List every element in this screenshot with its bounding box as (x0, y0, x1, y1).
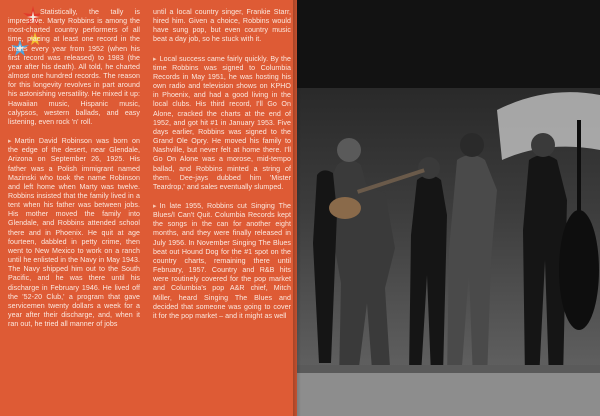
stage-floor (297, 372, 600, 416)
band-stage-photo (297, 0, 600, 416)
body-paragraph: ▸ Martin David Robinson was born on the edge of the desert, near Glendale, Arizona on September 26, 1925. His father was a Polish immigrant named Mazinski who took the name Robinson and left home when Marty was twelve. Robbins insisted that the family lived in a tent when his father was between jobs. His mother moved the family into Glendale, and Robbins attended school there and in Phoenix. He quit at age fourteen, dabbled in petty crime, then went to New Mexico to work on a ranch until he enlisted in the Navy in May 1943. The Navy shipped him out to the South Pacific, and he was there until his discharge in February 1946. He lived off the '52-20 Club,' a program that gave servicemen twenty dollars a week for a year after their discharge, and, when it ran out, he tried all manner of jobs (8, 137, 140, 329)
right-page-photo (297, 0, 600, 416)
left-page (0, 0, 297, 416)
body-paragraph: until a local country singer, Frankie Starr, hired him. Given a choice, Robbins would have sung pop, but even country music beat a day job, so he stuck with it. (153, 8, 291, 44)
body-paragraph: ▸ In late 1955, Robbins cut Singing The Blues/I Can't Quit. Columbia Records kept the songs in the can for another eight months, and they were finally released in July 1956. In November Singing The Blues beat out Hound Dog for the #1 spot on the country charts, remaining there until February, 1957. Country and R&B hits were routinely covered for the pop market and Columbia's pop A&R chief, Mitch Miller, heard Singing The Blues and decided that someone was going to cover it for the pop market – and it might as well (153, 201, 291, 320)
gutter-shadow (293, 0, 301, 416)
text-column-1 (8, 8, 140, 339)
triangle-bullet-icon: ▸ (153, 201, 157, 210)
body-paragraph: Statistically, the tally is impressive. Marty Robbins is among the most-charted country performers of all time, placing at least one record in the charts every year from 1952 (when his first record was released) to 1983 (the year after his death). All told, he charted almost one hundred records. The reason for this longevity revolves in part around his astonishing versatility. He mixed it up: Hawaiian music, Hispanic music, calypsos, western ballads, and easy listening, even rock 'n' roll. (8, 8, 140, 126)
body-paragraph: ▸ Local success came fairly quickly. By the time Robbins was signed to Columbia Records in May 1951, he was hosting his own radio and television shows on KPHO in Phoenix, and had a good living in the local clubs. His third record, I'll Go On Alone, cracked the charts at the end of 1952, and got hit #1 in January 1953. Five days earlier, Robbins was signed to the Grand Ole Opry. He moved his family to Nashville, but never felt at home there. I'll Go On Alone was a morose, mid-tempo ballad, and Robbins minted a string of them. Dee-jays dubbed him 'Mister Teardrop,' and sales eventually slumped. (153, 54, 291, 191)
text-column-2 (153, 8, 291, 331)
triangle-bullet-icon: ▸ (8, 137, 12, 146)
triangle-bullet-icon: ▸ (153, 54, 157, 63)
